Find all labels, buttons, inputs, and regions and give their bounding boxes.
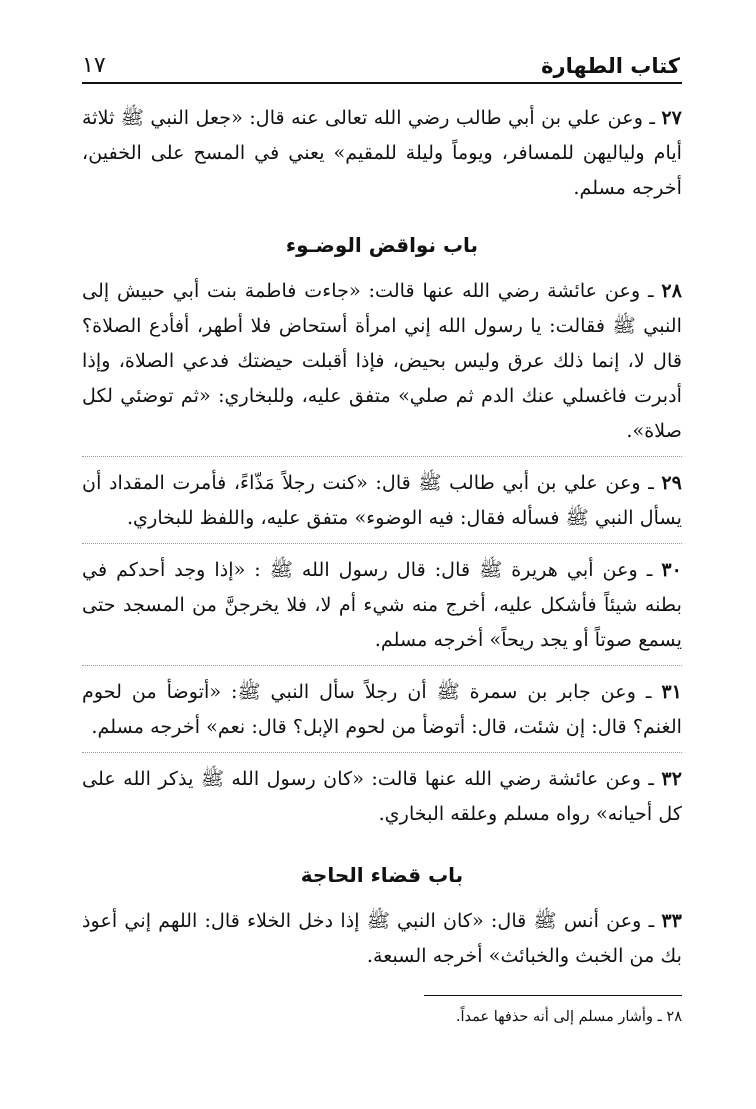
hadith-paragraph: ٣٣ ـ وعن أنس ﷺ قال: «كان النبي ﷺ إذا دخل الخلاء قال: اللهم إني أعوذ بك من الخبث والخبائث» أخرجه السبعة. <box>82 909 682 967</box>
hadith-paragraph: ٣١ ـ وعن جابر بن سمرة ﷺ أن رجلاً سأل النبي ﷺ: «أتوضأ من لحوم الغنم؟ قال: إن شئت، قال: أتوضأ من لحوم الإبل؟ قال: نعم» أخرجه مسلم. <box>82 680 682 738</box>
hadith-text: وعن جابر بن سمرة ﷺ أن رجلاً سأل النبي ﷺ: «أتوضأ من لحوم الغنم؟ قال: إن شئت، قال: أتوضأ من لحوم الإبل؟ قال: نعم» أخرجه مسلم. <box>82 680 682 738</box>
hadith-number: ٣٠ <box>661 558 682 581</box>
hadith-paragraph: ٢٩ ـ وعن علي بن أبي طالب ﷺ قال: «كنت رجلاً مَذّاءً، فأمرت المقداد أن يسأل النبي ﷺ فسأله فقال: فيه الوضوء» متفق عليه، واللفظ للبخاري. <box>82 471 682 529</box>
hadith-paragraph: ٣٢ ـ وعن عائشة رضي الله عنها قالت: «كان رسول الله ﷺ يذكر الله على كل أحيانه» رواه مسلم وعلقه البخاري. <box>82 767 683 825</box>
hadith-number: ٣٢ <box>661 767 683 790</box>
paragraph-separator <box>82 456 682 457</box>
book-page <box>82 42 682 1030</box>
hadith-paragraph: ٣٠ ـ وعن أبي هريرة ﷺ قال: قال رسول الله ﷺ : «إذا وجد أحدكم في بطنه شيئاً فأشكل عليه، أخرج منه شيء أم لا، فلا يخرجنَّ من المسجد حتى يسمع صوتاً أو يجد ريحاً» أخرجه مسلم. <box>82 558 682 651</box>
hadith-number: ٣١ <box>661 680 682 703</box>
running-title: كتاب الطهارة <box>541 54 680 78</box>
hadith-number: ٢٨ <box>661 279 683 302</box>
chapter-title: باب نواقض الوضـوء <box>285 233 479 257</box>
footnote-rule <box>424 995 682 996</box>
hadith-text: وعن علي بن أبي طالب رضي الله تعالى عنه قال: «جعل النبي ﷺ ثلاثة أيام ولياليهن للمسافر، ويوماً وليلة للمقيم» يعني في المسح على الخفين، أخرجه مسلم. <box>82 106 682 199</box>
paragraph-separator <box>82 752 682 753</box>
hadith-number: ٢٩ <box>661 471 682 494</box>
hadith-text: وعن عائشة رضي الله عنها قالت: «جاءت فاطمة بنت أبي حبيش إلى النبي ﷺ فقالت: يا رسول الله إني امرأة أستحاض فلا أطهر، أفأدع الصلاة؟ قال لا، إنما ذلك عرق وليس بحيض، فإذا أقبلت حيضتك فدعي الصلاة، وإذا أدبرت فاغسلي عنك الدم ثم صلي» متفق عليه، وللبخاري: «ثم توضئي لكل صلاة». <box>82 279 682 442</box>
hadith-text: وعن أنس ﷺ قال: «كان النبي ﷺ إذا دخل الخلاء قال: اللهم إني أعوذ بك من الخبث والخبائث» أخرجه السبعة. <box>82 909 682 967</box>
hadith-text: وعن عائشة رضي الله عنها قالت: «كان رسول الله ﷺ يذكر الله على كل أحيانه» رواه مسلم وعلقه البخاري. <box>82 767 682 825</box>
paragraph-separator <box>82 543 682 544</box>
footnote-number: ٢٨ <box>666 1009 682 1025</box>
footnote: ٢٨ ـ وأشار مسلم إلى أنه حذفها عمداً. <box>455 1009 682 1025</box>
page-number: ١٧ <box>82 53 106 78</box>
page-body <box>82 100 682 1030</box>
paragraph-separator <box>82 665 682 666</box>
chapter-title: باب قضاء الحاجة <box>300 863 464 887</box>
hadith-paragraph: ٢٨ ـ وعن عائشة رضي الله عنها قالت: «جاءت فاطمة بنت أبي حبيش إلى النبي ﷺ فقالت: يا رسول الله إني امرأة أستحاض فلا أطهر، أفأدع الصلاة؟ قال لا، إنما ذلك عرق وليس بحيض، فإذا أقبلت حيضتك فدعي الصلاة، وإذا أدبرت فاغسلي عنك الدم ثم صلي» متفق عليه، وللبخاري: «ثم توضئي لكل صلاة». <box>82 279 683 442</box>
hadith-text: وعن أبي هريرة ﷺ قال: قال رسول الله ﷺ : «إذا وجد أحدكم في بطنه شيئاً فأشكل عليه، أخرج منه شيء أم لا، فلا يخرجنَّ من المسجد حتى يسمع صوتاً أو يجد ريحاً» أخرجه مسلم. <box>82 558 682 651</box>
hadith-text: وعن علي بن أبي طالب ﷺ قال: «كنت رجلاً مَذّاءً، فأمرت المقداد أن يسأل النبي ﷺ فسأله فقال: فيه الوضوء» متفق عليه، واللفظ للبخاري. <box>82 471 682 529</box>
hadith-paragraph: ٢٧ ـ وعن علي بن أبي طالب رضي الله تعالى عنه قال: «جعل النبي ﷺ ثلاثة أيام ولياليهن للمسافر، ويوماً وليلة للمقيم» يعني في المسح على الخفين، أخرجه مسلم. <box>82 106 682 199</box>
footnote-text: وأشار مسلم إلى أنه حذفها عمداً. <box>455 1009 653 1025</box>
hadith-number: ٣٣ <box>661 909 682 932</box>
hadith-number: ٢٧ <box>661 106 682 129</box>
running-header <box>82 42 682 84</box>
